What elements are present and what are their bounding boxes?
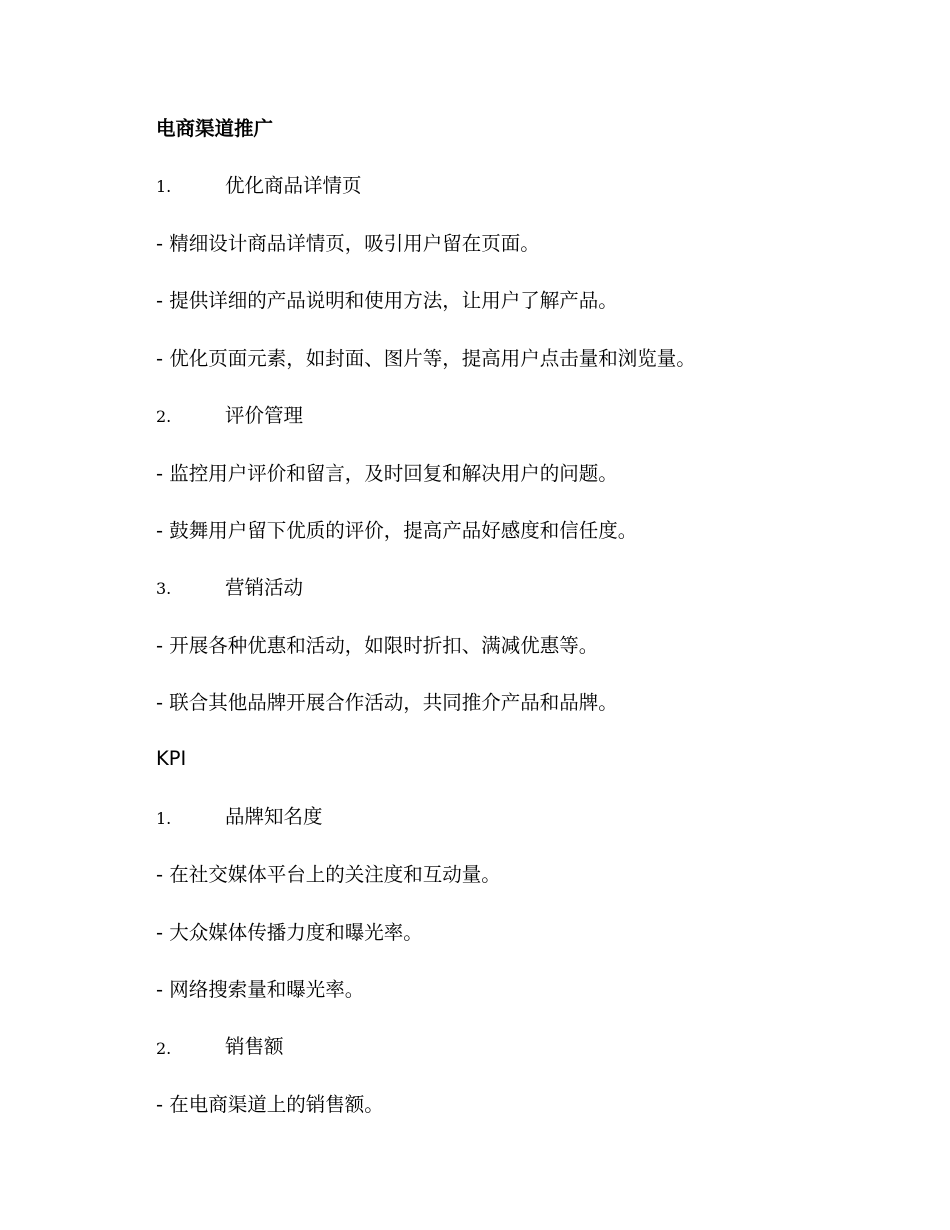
list-number: 2. — [156, 407, 172, 426]
list-number: 1. — [156, 177, 172, 196]
item-title-marketing: 营销活动 — [225, 576, 304, 599]
section-heading-ecommerce: 电商渠道推广 — [156, 117, 274, 140]
bullet-line: - 精细设计商品详情页，吸引用户留在页面。 — [156, 232, 540, 255]
item-title-review-management: 评价管理 — [225, 404, 304, 427]
bullet-line: - 监控用户评价和留言，及时回复和解决用户的问题。 — [156, 462, 618, 485]
bullet-line: - 优化页面元素，如封面、图片等，提高用户点击量和浏览量。 — [156, 347, 696, 370]
bullet-line: - 大众媒体传播力度和曝光率。 — [156, 921, 423, 944]
section-heading-kpi: KPI — [156, 747, 187, 770]
list-number: 1. — [156, 809, 172, 828]
bullet-line: - 提供详细的产品说明和使用方法，让用户了解产品。 — [156, 289, 618, 312]
bullet-line: - 联合其他品牌开展合作活动，共同推介产品和品牌。 — [156, 691, 618, 714]
item-title-sales: 销售额 — [225, 1035, 284, 1058]
item-title-detail-page: 优化商品详情页 — [225, 174, 362, 197]
list-number: 3. — [156, 579, 172, 598]
bullet-line: - 在社交媒体平台上的关注度和互动量。 — [156, 863, 501, 886]
list-number: 2. — [156, 1039, 172, 1058]
bullet-line: - 开展各种优惠和活动，如限时折扣、满减优惠等。 — [156, 634, 599, 657]
bullet-line: - 网络搜索量和曝光率。 — [156, 978, 365, 1001]
bullet-line: - 在电商渠道上的销售额。 — [156, 1093, 384, 1116]
item-title-brand-awareness: 品牌知名度 — [225, 805, 323, 828]
bullet-line: - 鼓舞用户留下优质的评价，提高产品好感度和信任度。 — [156, 519, 638, 542]
